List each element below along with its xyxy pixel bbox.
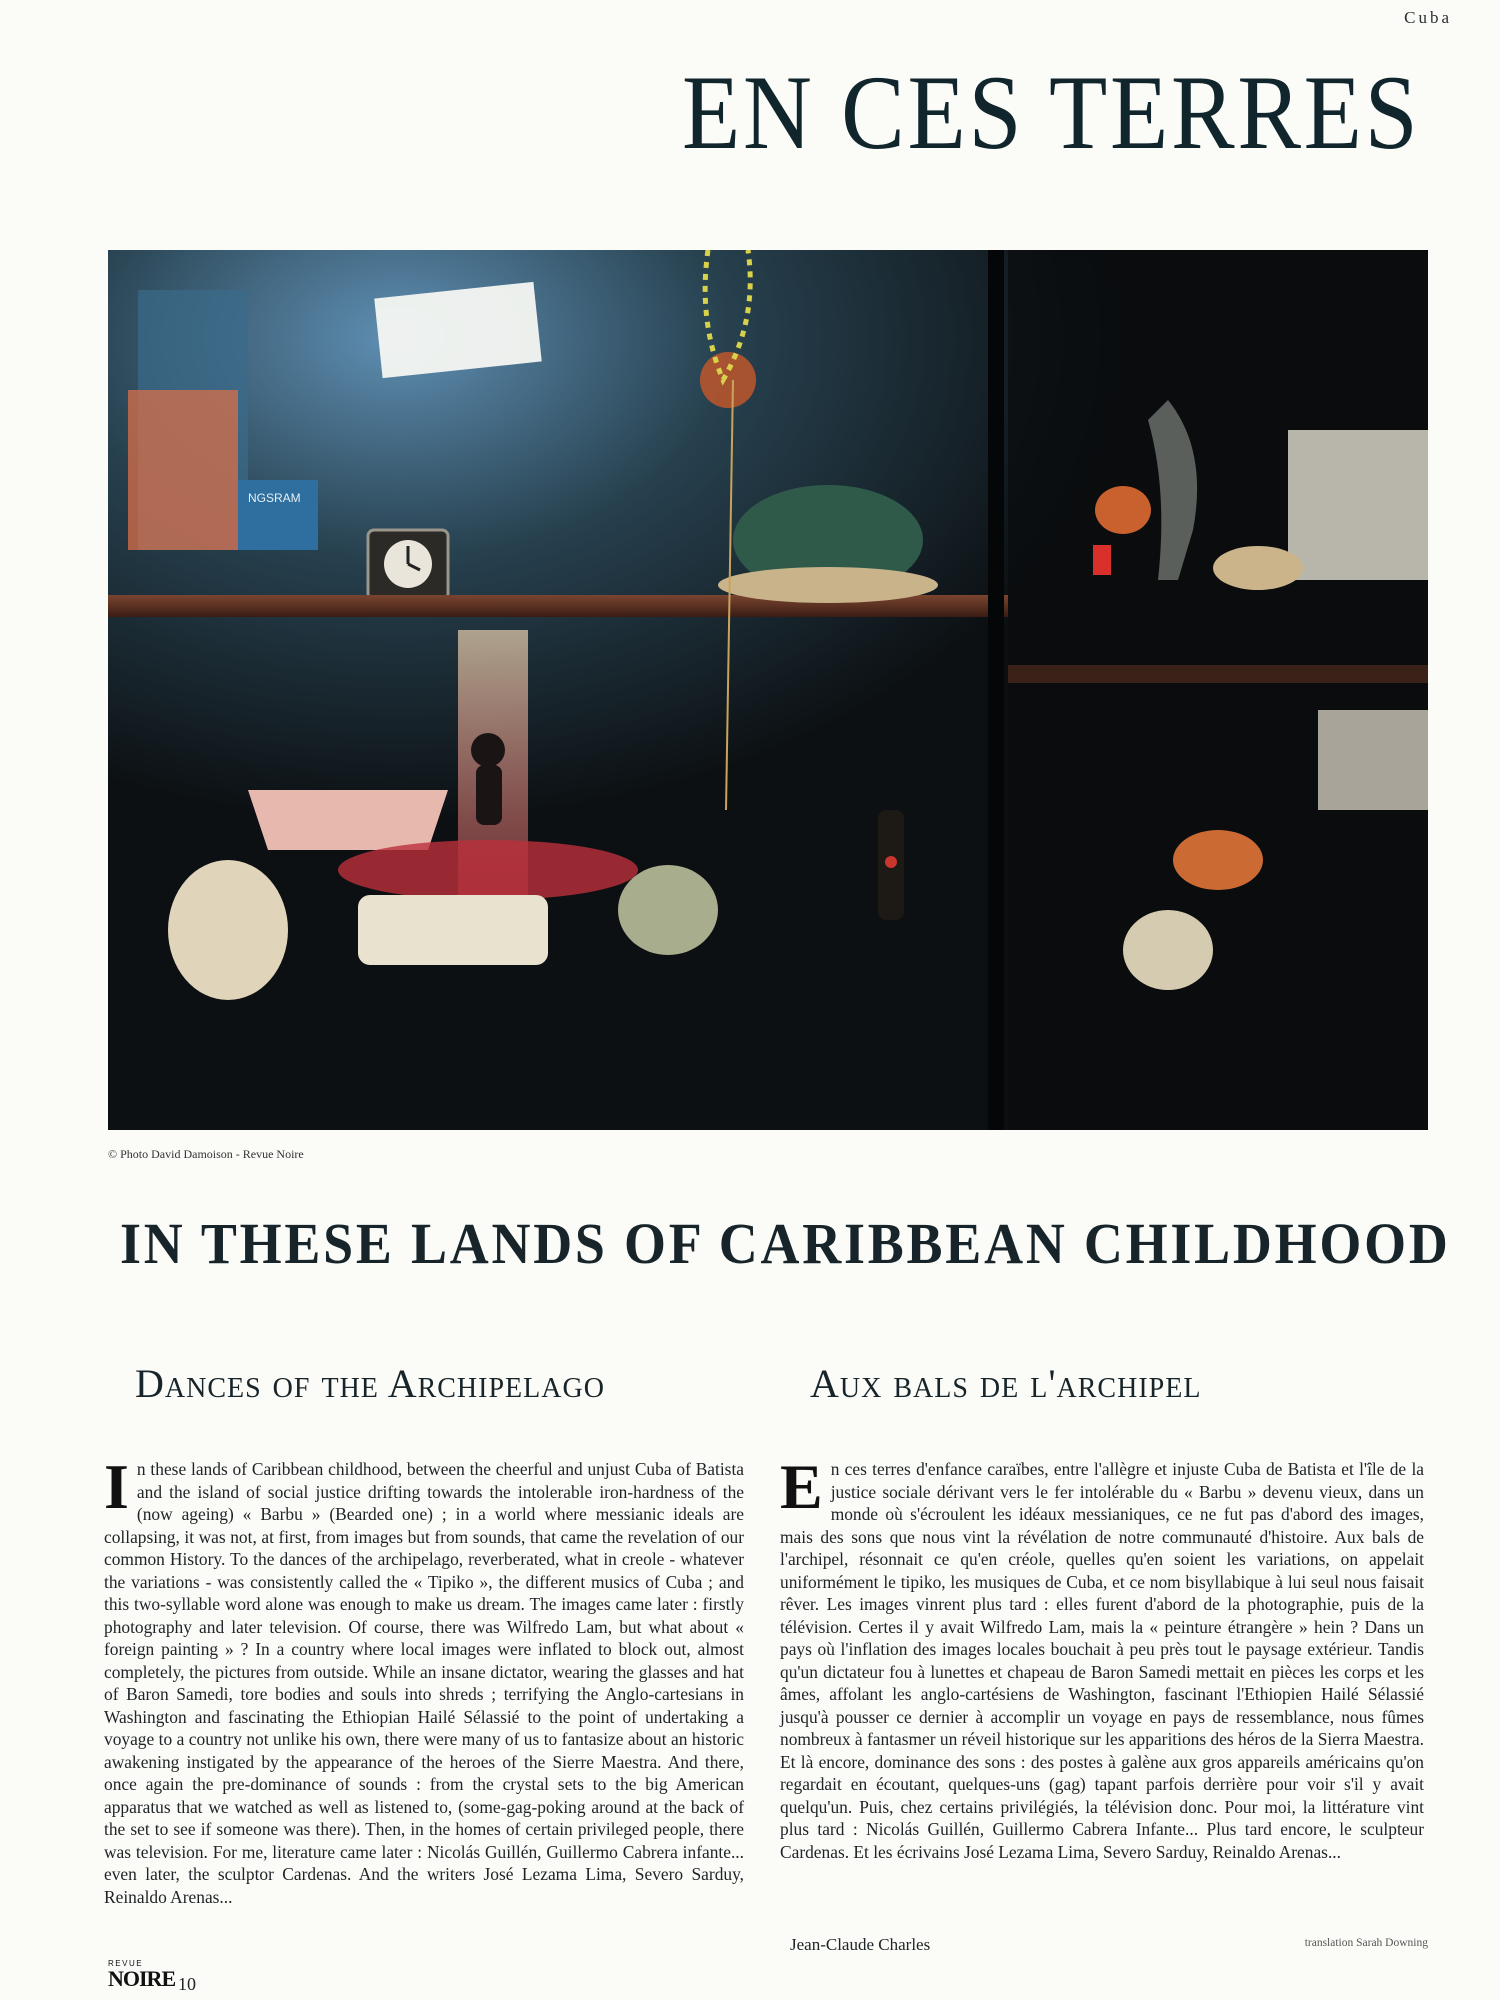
revue-noire-logo <box>108 1959 176 1991</box>
photo <box>108 250 1428 1130</box>
english-dropcap: I <box>104 1451 129 1522</box>
french-dropcap: E <box>780 1451 823 1522</box>
cabinet-photo-illustration <box>108 250 1428 1130</box>
logo-bottom: NOIRE <box>108 1966 176 1991</box>
logo-top: REVUE <box>108 1959 144 1968</box>
english-body-text: n these lands of Caribbean childhood, between the cheerful and unjust Cuba of Batista and the island of social justice drifting towards the intolerable iron-hardness of the (now ageing) « Barbu » (Bearded one) ; in a world where messianic ideals are collapsing, it was not, at first, from images but from sounds, that came the revelation of our common History. To the dances of the archipelago, reverberated, what in creole - whatever the variations - was consistently called the « Tipiko », the different musics of Cuba ; and this two-syllable word alone was enough to make us dream. The images came later : firstly photography and later television. Of course, there was Wilfredo Lam, but what about « foreign painting » ? In a country where local images were inflated to block out, almost completely, the pictures from outside. While an insane dictator, wearing the glasses and hat of Baron Samedi, tore bodies and souls into shreds ; terrifying the Anglo-cartesians in Washington and fascinating the Ethiopian Hailé Sélassié to the point of undertaking a voyage to a country not unlike his own, there were many of us to fantasize about an historic awakening instigated by the appearance of the heroes of the Sierre Maestra. And there, once again the pre-dominance of sounds : from the crystal sets to the big American apparatus that we watched as well as listened to, (some-gag-poking around at the back of the set to see if someone was there). Then, in the homes of certain privileged people, there was television. For me, literature came later : Nicolás Guillén, Guillermo Cabrera infante... even later, the sculptor Cardenas. And the writers José Lezama Lima, Severo Sarduy, Reinaldo Arenas... <box>104 1459 744 1907</box>
french-column-heading: Aux bals de l'archipel <box>810 1361 1202 1406</box>
headline: EN CES TERRES <box>681 54 1420 171</box>
author: Jean-Claude Charles <box>790 1935 931 1954</box>
article-title: IN THESE LANDS OF CARIBBEAN CHILDHOOD <box>120 1211 1451 1276</box>
english-body <box>104 1451 744 1908</box>
french-body-text: n ces terres d'enfance caraïbes, entre l'allègre et injuste Cuba de Batista et l'île de la justice sociale dérivant vers le fer intolérable du « Barbu » devenu vieux, dans un monde où s'écroulent les idéaux messianiques, ce ne fut pas d'abord des images, mais des sons que nous vint la révélation de notre communauté d'histoire. Aux bals de l'archipel, résonnait ce qu'en créole, quelles qu'en soient les variations, on appelait uniformément le tipiko, les musiques de Cuba, et ce nom bisyllabique à lui seul nous faisait rêver. Les images vinrent plus tard : elles furent d'abord de la photographie, puis de la télévision. Certes il y avait Wilfredo Lam, mais la « peinture étrangère » hein ? Dans un pays où l'inflation des images locales bouchait à peu près tout le paysage extérieur. Tandis qu'un dictateur fou à lunettes et chapeau de Baron Samedi mettait en pièces les corps et les âmes, affolant les anglo-cartésiens de Washington, fascinant l'Ethiopien Hailé Sélassié jusqu'à pousser ce dernier à accomplir un voyage en pays de ressemblance, nous fûmes nombreux à fantasmer un réveil historique sur les apparitions des héros de la Sierra Maestra. Et là encore, dominance des sons : des postes à galène aux gros appareils américains qu'on regardait en écoutant, quelques-uns (gag) tapant parfois derrière pour voir s'il y avait quelqu'un. Puis, chez certains privilégiés, la télévision donc. Pour moi, la littérature vint plus tard : Nicolás Guillén, Guillermo Cabrera Infante... Plus tard encore, le sculpteur Cardenas. Et les écrivains José Lezama Lima, Severo Sarduy, Reinaldo Arenas... <box>780 1459 1424 1862</box>
page-number: 10 <box>178 1974 196 1994</box>
french-body <box>780 1451 1424 1863</box>
english-column-heading: Dances of the Archipelago <box>135 1361 605 1406</box>
section-label: Cuba <box>1404 8 1452 27</box>
photo-box-label: NGSRAM <box>248 491 301 505</box>
photo-credit: © Photo David Damoison - Revue Noire <box>108 1147 304 1161</box>
translator-credit: translation Sarah Downing <box>1304 1937 1428 1949</box>
